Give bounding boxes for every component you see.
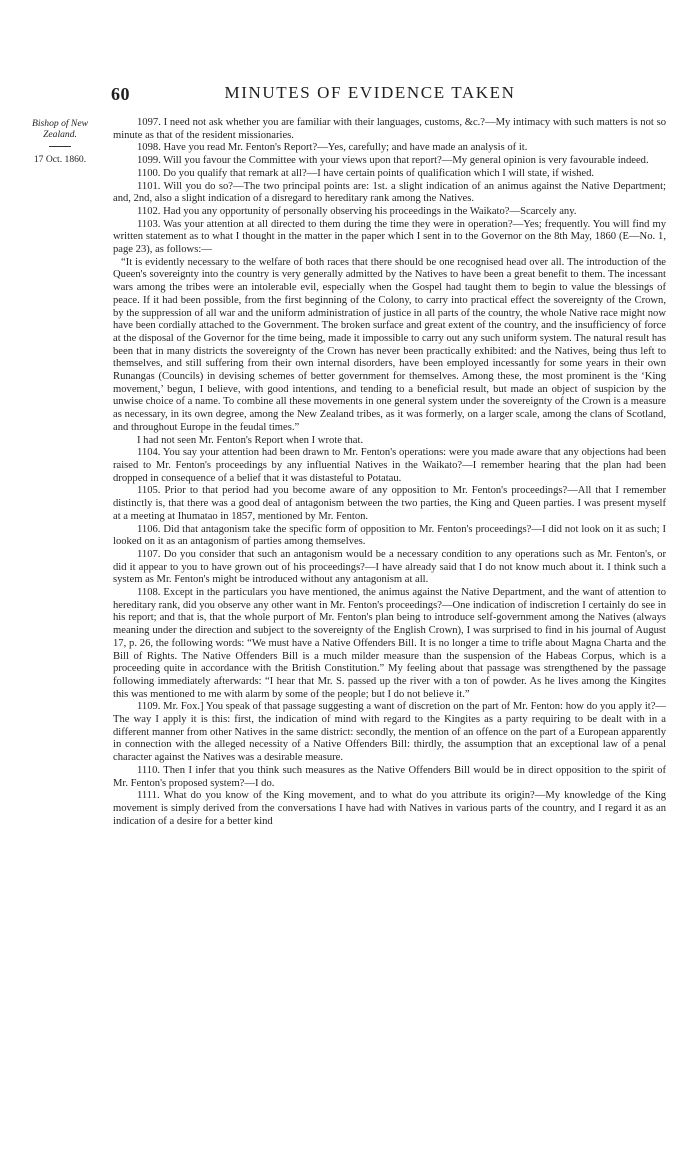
- paragraph-1102: 1102. Had you any opportunity of personally observing his proceedings in the Waikato?—Scarcely any.: [137, 205, 577, 217]
- paragraph-1103: 1103. Was your attention at all directed to them during the time they were in operation?—Yes; frequently. You will find my written statement as to what I thought in the matter in the paper which I sent in to the Governor on the 8th May, 1860 (E—No. 1, page 23), as follows:—: [113, 218, 666, 256]
- paragraph-1105: 1105. Prior to that period had you become aware of any opposition to Mr. Fenton's proceedings?—All that I remember distinctly is, that there was a good deal of antagonism between the two parties, the King and Queen parties. I was present myself at a meeting at Ihumatao in 1857, mentioned by Mr. Fenton.: [113, 485, 666, 522]
- paragraph-1097: 1097. I need not ask whether you are familiar with their languages, customs, &c.?—My intimacy with such matters is not so minute as that of the resident missionaries.: [113, 117, 666, 141]
- paragraph-1098: 1098. Have you read Mr. Fenton's Report?—Yes, carefully; and have made an analysis of it.: [137, 142, 528, 154]
- paragraph-1100: 1100. Do you qualify that remark at all?—I have certain points of qualification which I will state, if wished.: [137, 167, 595, 179]
- paragraph-1108: 1108. Except in the particulars you have mentioned, the animus against the Native Department, and the want of attention to hereditary rank, did you observe any other want in Mr. Fenton's proceedings?—One indication of indiscretion I certainly do see in his report; and that is, that the whole purport of Mr. Fenton's plan being to introduce self-government among the Natives (always meaning under the direction and subject to the sovereignty of the English Crown), I was surprised to find in his journal of August 17, p. 26, the following words: “We must have a Native Offenders Bill. It is no longer a time to trifle about Magna Charta and the Bill of Rights. The Native Offenders Bill is a much milder measure than the suspension of the Habeas Corpus, which is a proceeding quite in accordance with the British Constitution.” My feeling about that passage was strengthened by the passage following immediately afterwards: “I hear that Mr. S. passed up the river with a ton of powder. As he lives among the Kingites this was mentioned to me with alarm by some of the people; but I do not believe it.”: [113, 587, 666, 700]
- paragraph-1104: 1104. You say your attention had been drawn to Mr. Fenton's operations: were you made aware that any objections had been raised to Mr. Fenton's proceedings by any influential Natives in the Waikato?—I remember hearing that the plan had been dropped in consequence of a belief that it was distasteful to Potatau.: [113, 447, 666, 484]
- evidence-text: [113, 117, 666, 828]
- paragraph-1106: 1106. Did that antagonism take the specific form of opposition to Mr. Fenton's proceedings?—I did not look on it as such; I looked on it as an antagonism of parties among themselves.: [113, 523, 666, 548]
- paragraph-note: I had not seen Mr. Fenton's Report when I wrote that.: [137, 434, 364, 446]
- paragraph-1101: 1101. Will you do so?—The two principal points are: 1st. a slight indication of an animus against the Native Department; and, 2nd, also a slight indication of a disregard to hereditary rank among the Natives.: [113, 180, 666, 205]
- margin-divider: [49, 146, 71, 147]
- margin-witness: Bishop of New Zealand.: [32, 118, 88, 141]
- paragraph-1099: 1099. Will you favour the Committee with your views upon that report?—My general opinion is very favourable indeed.: [137, 155, 649, 167]
- margin-note: [14, 118, 106, 165]
- page-number: 60: [111, 84, 130, 104]
- running-title: MINUTES OF EVIDENCE TAKEN: [224, 83, 516, 102]
- margin-date: 17 Oct. 1860.: [33, 153, 87, 165]
- paragraph-1111: 1111. What do you know of the King movement, and to what do you attribute its origin?—My knowledge of the King movement is simply derived from the conversations I have had with Natives in various parts of the country, and I regard it as an indication of a desire for a better kind: [113, 790, 666, 827]
- paragraph-1107: 1107. Do you consider that such an antagonism would be a necessary condition to any operations such as Mr. Fenton's, or did it appear to you to have grown out of his proceedings?—I have already said that I do not know much about it. I think such a system as Mr. Fenton's might be introduced without any antagonism at all.: [113, 548, 666, 586]
- paragraph-1110: 1110. Then I infer that you think such measures as the Native Offenders Bill would be in direct opposition to the spirit of Mr. Fenton's proposed system?—I do.: [113, 764, 666, 789]
- paragraph-1109: 1109. Mr. Fox.] You speak of that passage suggesting a want of discretion on the part of Mr. Fenton: how do you apply it?—The way I apply it is this: first, the indication of mind with regard to the Kingites as a party requiring to be dealt with in a different manner from other Natives in the same district: secondly, the mention of an offence on the part of a European apparently in connection with the alleged necessity of a Native Offenders Bill: thirdly, the assumption that an exceptional law of a penal character against the Natives was a desirable measure.: [113, 701, 666, 764]
- quoted-statement: “It is evidently necessary to the welfare of both races that there should be one recognised head over all. The introduction of the Queen's sovereignty into the country is very generally admitted by the Natives to have been a great benefit to them. The incessant wars among the tribes were an intolerable evil, especially when the Gospel had taught them to begin to value the blessings of peace. If it had been possible, from the first beginning of the Colony, to carry into practical effect the sovereignty of the Crown, by the suppression of all war and the uniform administration of justice in all parts of the country, the whole Native race might now have been cordially attached to the Government. The broken surface and great extent of the country, and the insufficiency of force at the disposal of the Governor for the time being, made it impossible to carry out any such uniform system. The natural result has been that in many districts the sovereignty of the Crown has never been practically exhibited: and the Natives, being thus left to themselves, and still suffering from their own internal disorders, have been employed incessantly for some years in their own Runangas (Councils) in devising schemes of better government for themselves. Among these, the most prominent is the ‘King movement,’ begun, I believe, with good intentions, and tending to a beneficial result, but made an object of suspicion by the unwise choice of a name. To combine all these movements in one general system under the sovereignty of the Crown is a measure as necessary, in its own degree, among the New Zealand tribes, as it was formerly, on a larger scale, among the clans of Scotland, and throughout Europe in the feudal times.”: [113, 256, 666, 433]
